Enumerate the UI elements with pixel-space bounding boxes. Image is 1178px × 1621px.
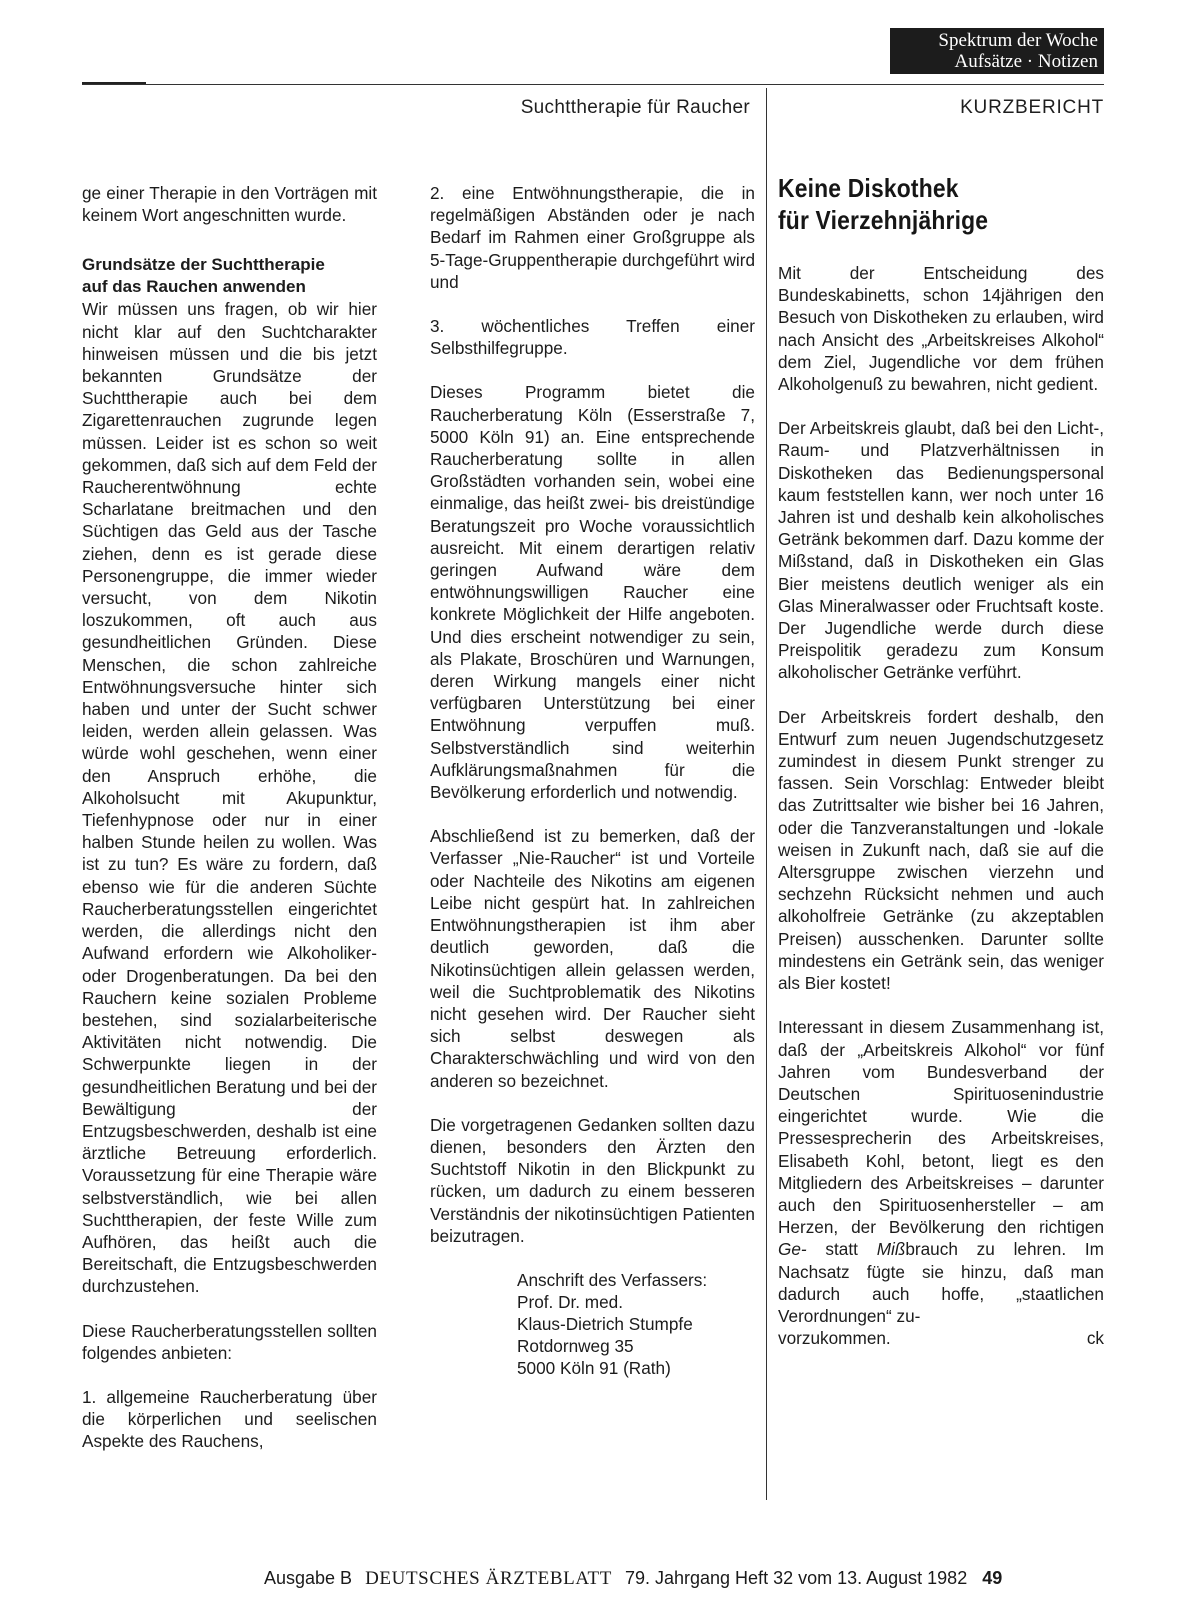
col3-paragraph-4 — [778, 1016, 1104, 1327]
col3-last-line — [778, 1327, 1104, 1349]
col1-subheading-line1: Grundsätze der Suchttherapie — [82, 255, 325, 275]
col3-p4-emphasis-2: Miß — [876, 1239, 906, 1260]
col2-paragraph-1: 2. eine Entwöhnungstherapie, die in regelmäßigen Abständen oder je nach Bedarf im Rahmen einer Großgruppe als 5-Tage-Gruppentherapie durchgeführt wird und — [430, 183, 755, 292]
address-line-3: Klaus-Dietrich Stumpfe — [517, 1313, 693, 1334]
col1-paragraph-2: Wir müssen uns fragen, ob wir hier nicht klar auf den Suchtcharakter hinweisen müssen und die bis jetzt bekannten Grundsätze der Suchttherapie auch bei dem Zigarettenrauchen zugrunde legen müssen. Leider ist es schon so weit gekommen, daß sich auf dem Feld der Raucherentwöhnung echte Scharlatane breitmachen und den Süchtigen das Geld aus der Tasche ziehen, denn es ist gerade diese Personengruppe, die immer wieder versucht, von dem Nikotin loszukommen, oft auch aus gesundheitlichen Gründen. Diese Menschen, die schon zahlreiche Entwöhnungsversuche hinter sich haben und unter der Sucht schwer leiden, werden allein gelassen. Was würde wohl geschehen, wenn einer den Anspruch erhöhe, die Alkoholsucht mit Akupunktur, Tiefenhypnose oder nur in einer halben Stunde heilen zu wollen. Was ist zu tun? Es wäre zu fordern, daß ebenso wie für die anderen Süchte Raucherberatungsstellen eingerichtet werden, die allerdings nicht den Aufwand erfordern wie Alkoholiker- oder Drogenberatungen. Da bei den Rauchern keine sozialen Probleme bestehen, sind sozialarbeiterische Aktivitäten nicht notwendig. Die Schwerpunkte liegen in der gesundheitlichen Beratung und bei der Bewältigung der Entzugsbeschwerden, deshalb ist eine ärztliche Betreuung erforderlich. Voraussetzung für eine Therapie wäre selbstverständlich, wie bei allen Suchttherapien, der feste Wille zum Aufhören, das heißt auch die Bereitschaft, die Entzugsbeschwerden durchzustehen. — [82, 299, 377, 1297]
col3-p4-part-b: statt — [806, 1239, 877, 1260]
header-rule — [82, 84, 1104, 85]
left-kicker: Suchttherapie für Raucher — [520, 97, 750, 118]
page-footer — [264, 1568, 1002, 1590]
footer-issue: 79. Jahrgang Heft 32 vom 13. August 1982 — [624, 1568, 968, 1588]
col3-p4-last: vorzukommen. — [778, 1328, 891, 1349]
address-line-1: Anschrift des Verfassers: — [517, 1269, 708, 1290]
col1-paragraph-4: 1. allgemeine Raucherberatung über die körperlichen und seelischen Aspekte des Rauchens, — [82, 1386, 377, 1452]
column-1 — [82, 182, 377, 1475]
col3-paragraph-3: Der Arbeitskreis fordert deshalb, den Entwurf zum neuen Jugendschutzgesetz zumindest in diesem Punkt strenger zu fassen. Sein Vorschlag: Entweder bleibt das Zutrittsalter wie bisher bei 16 Jahren, oder die Tanzveranstaltungen und -lokale weisen in Zukunft nach, daß sie auf die Altersgruppe zwischen vierzehn und sechzehn Rücksicht nehmen und auch alkoholfreie Getränke (zu akzeptablen Preisen) ausschenken. Darunter sollte mindestens ein Getränk sein, das weniger als Bier kostet! — [778, 706, 1104, 994]
section-badge — [890, 28, 1104, 74]
col2-paragraph-4: Abschließend ist zu bemerken, daß der Verfasser „Nie-Raucher“ ist und Vorteile oder Nachteile des Nikotins am eigenen Leibe nicht gespürt hat. In zahlreichen Entwöhnungstherapien ist ihm aber deutlich geworden, daß die Nikotinsüchtigen allein gelassen werden, weil die Suchtproblematik des Nikotins nicht gesehen wird. Der Raucher sieht sich selbst deswegen als Charakterschwächling und wird von den anderen so bezeichnet. — [430, 826, 755, 1091]
author-address — [517, 1269, 755, 1379]
col1-subheading-line2: auf das Rauchen anwenden — [82, 277, 306, 297]
address-line-5: 5000 Köln 91 (Rath) — [517, 1357, 671, 1378]
col3-paragraph-2: Der Arbeitskreis glaubt, daß bei den Licht-, Raum- und Platzverhältnissen in Diskotheken das Bedienungspersonal kaum feststellen kann, wer noch unter 16 Jahren ist und deshalb kein alkoholisches Getränk bekommen darf. Dazu komme der Mißstand, daß in Diskotheken ein Glas Bier meistens deutlich weniger als ein Glas Mineralwasser oder Fruchtsaft koste. Der Jugendliche werde durch diese Preispolitik geradezu zum Konsum alkoholischer Getränke verführt. — [778, 418, 1104, 683]
column-divider — [766, 88, 767, 1500]
footer-publication: DEUTSCHES ÄRZTEBLATT — [365, 1568, 612, 1589]
address-line-2: Prof. Dr. med. — [517, 1291, 624, 1312]
col1-paragraph-1: ge einer Therapie in den Vorträgen mit keinem Wort angeschnitten wurde. — [82, 183, 377, 226]
footer-page-number: 49 — [982, 1568, 1003, 1588]
col3-p4-part-c: brauch zu lehren. Im Nachsatz fügte sie hinzu, daß man dadurch auch hoffe, „staatlichen Verordnungen“ zu- — [778, 1239, 1104, 1326]
col2-paragraph-2: 3. wöchentliches Treffen einer Selbsthilfegruppe. — [430, 316, 755, 359]
col1-subheading — [82, 254, 377, 298]
section-badge-line2: Aufsätze · Notizen — [954, 51, 1098, 72]
col2-paragraph-5: Die vorgetragenen Gedanken sollten dazu dienen, besonders den Ärzten den Suchtstoff Nikotin in den Blickpunkt zu rücken, um dadurch zu einem besseren Verständnis der nikotinsüchtigen Patienten beizutragen. — [430, 1114, 755, 1246]
col2-paragraph-3: Dieses Programm bietet die Raucherberatung Köln (Esserstraße 7, 5000 Köln 91) an. Eine entsprechende Raucherberatung sollte in allen Großstädten vorhanden sein, wobei eine einmalige, das heißt zwei- bis dreistündige Beratungszeit pro Woche voraussichtlich ausreicht. Mit einem derartigen relativ geringen Aufwand wäre dem entwöhnungswilligen Raucher eine konkrete Möglichkeit der Hilfe angeboten. Und dies erscheint notwendiger zu sein, als Plakate, Broschüren und Warnungen, deren Wirkung mangels einer nicht verfügbaren Unterstützung bei einer Entwöhnung verpuffen muß. Selbstverständlich sind weiterhin Aufklärungsmaßnahmen für die Bevölkerung erforderlich und notwendig. — [430, 382, 755, 803]
col3-p4-emphasis-1: Ge- — [778, 1239, 807, 1260]
col3-p4-part-a: Interessant in diesem Zusammenhang ist, daß der „Arbeitskreis Alkohol“ vor fünf Jahren vom Bundesverband der Deutschen Spirituosenindustrie eingerichtet wurde. Wie die Pressesprecherin des Arbeitskreises, Elisabeth Kohl, betont, liegt es den Mitgliedern des Arbeitskreises – darunter auch den Spirituosenhersteller – am Herzen, der Bevölkerung den richtigen — [778, 1017, 1104, 1238]
column-2 — [430, 182, 755, 1379]
footer-edition: Ausgabe B — [264, 1568, 353, 1588]
col1-paragraph-3: Diese Raucherberatungsstellen sollten folgendes anbieten: — [82, 1320, 377, 1363]
col3-paragraph-1: Mit der Entscheidung des Bundeskabinetts, schon 14jährigen den Besuch von Diskotheken zu erlauben, wird nach Ansicht des „Arbeitskreises Alkohol“ dem Ziel, Jugendliche vor dem frühen Alkoholgenuß zu bewahren, nicht gedient. — [778, 263, 1104, 395]
right-kicker: KURZBERICHT — [960, 97, 1104, 118]
article-title-line1: Keine Diskothek — [778, 173, 959, 203]
author-signoff: ck — [1086, 1328, 1104, 1349]
section-badge-line1: Spektrum der Woche — [938, 30, 1098, 51]
article-title-line2: für Vierzehnjährige — [778, 205, 989, 235]
column-3 — [778, 262, 1104, 1349]
article-title — [778, 172, 1065, 236]
address-line-4: Rotdornweg 35 — [517, 1335, 634, 1356]
